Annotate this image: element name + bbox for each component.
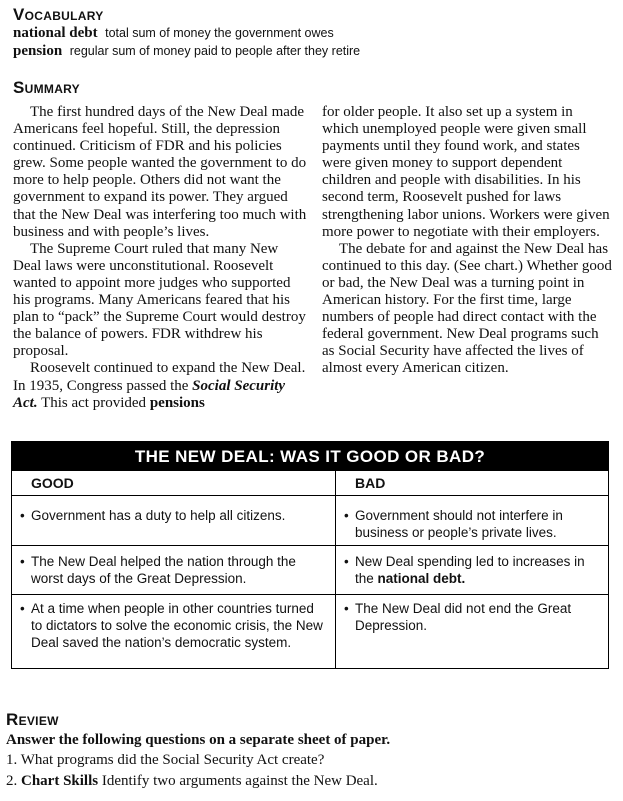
chart-bad-item xyxy=(344,507,594,541)
summary-paragraph xyxy=(13,360,309,411)
good-bad-chart xyxy=(11,441,609,669)
bullet: • xyxy=(344,508,349,523)
summary-paragraph: for older people. It also set up a system in which unemployed people were given small payments until they found work, and states were given money to support dependent children and people with disabilities. In his second term, Roosevelt pushed for laws strengthening labor unions. Workers were given more power to negotiate with their employers. xyxy=(322,104,610,240)
chart-row-divider xyxy=(12,545,608,546)
review-question-1: 1. What programs did the Social Security Act create? xyxy=(6,752,325,768)
chart-bad-text: New Deal spending led to increases in the xyxy=(355,554,585,586)
summary-right-column xyxy=(322,104,612,378)
vocab-item xyxy=(13,25,334,42)
summary-heading: Summary xyxy=(13,78,80,97)
chart-good-text: At a time when people in other countries turned to dictators to solve the economic crisis, the New Deal saved the nation’s democratic system. xyxy=(31,601,323,650)
bullet: • xyxy=(20,601,25,616)
chart-bad-item xyxy=(344,600,574,634)
summary-paragraph: The first hundred days of the New Deal made Americans feel hopeful. Still, the depression continued. Criticism of FDR and his policies grew. Some people wanted the government to do more to help people. Others did not want the government to expand its power. They argued that the New Deal was interfering too much with business and with people’s lives. xyxy=(13,104,307,240)
summary-paragraph: The debate for and against the New Deal has continued to this day. (See chart.) Whether good or bad, the New Deal was a turning point in American history. For the first time, large numbers of people had direct contact with the federal government. New Deal programs such as Social Security have affected the lives of almost every American citizen. xyxy=(322,240,612,377)
summary-text: Roosevelt continued to expand the New Deal. In 1935, Congress passed the xyxy=(13,360,306,394)
summary-paragraph: The Supreme Court ruled that many New Deal laws were unconstitutional. Roosevelt wanted to appoint more judges who supported his programs. Many Americans feared that his plan to “pack” the Supreme Court would destroy the balance of powers. FDR withdrew his proposal. xyxy=(13,240,306,360)
review-instruction: Answer the following questions on a separate sheet of paper. xyxy=(6,732,391,748)
vocab-term-national-debt: national debt. xyxy=(377,571,466,586)
chart-good-text: Government has a duty to help all citizens. xyxy=(31,508,286,523)
vocab-term: national debt xyxy=(13,25,98,41)
bullet: • xyxy=(344,601,349,616)
vocab-term-social-security-act: Social Security Act. xyxy=(13,377,286,411)
vocabulary-heading: Vocabulary xyxy=(13,5,104,24)
bullet: • xyxy=(344,554,349,569)
vocab-term: pension xyxy=(13,43,63,59)
vocab-term-pensions: pensions xyxy=(149,394,205,411)
bullet: • xyxy=(20,508,25,523)
chart-good-text: The New Deal helped the nation through the worst days of the Great Depression. xyxy=(31,554,296,586)
vocab-definition: regular sum of money paid to people after they retire xyxy=(69,44,361,58)
chart-good-item xyxy=(20,600,325,651)
chart-bad-text: Government should not interfere in business or people’s private lives. xyxy=(355,508,563,540)
chart-skills-label: Chart Skills xyxy=(21,773,99,789)
chart-row-divider xyxy=(12,495,608,496)
chart-bad-text: The New Deal did not end the Great Depression. xyxy=(355,601,572,633)
chart-bad-item xyxy=(344,553,594,587)
chart-good-item xyxy=(20,553,325,587)
chart-good-header: GOOD xyxy=(31,475,74,491)
summary-left-column xyxy=(13,104,309,412)
review-question-2 xyxy=(6,773,378,790)
question-number: 2. xyxy=(6,773,18,789)
vocab-item xyxy=(13,43,360,60)
question-text: Identify two arguments against the New Deal. xyxy=(101,773,378,789)
chart-bad-header: BAD xyxy=(355,475,386,491)
chart-good-item xyxy=(20,507,325,524)
summary-text: This act provided xyxy=(41,394,147,411)
chart-divider xyxy=(335,471,336,668)
vocab-definition: total sum of money the government owes xyxy=(105,26,334,40)
chart-row-divider xyxy=(12,594,608,595)
chart-title: THE NEW DEAL: WAS IT GOOD OR BAD? xyxy=(12,442,608,471)
review-heading: Review xyxy=(6,710,59,729)
bullet: • xyxy=(20,554,25,569)
